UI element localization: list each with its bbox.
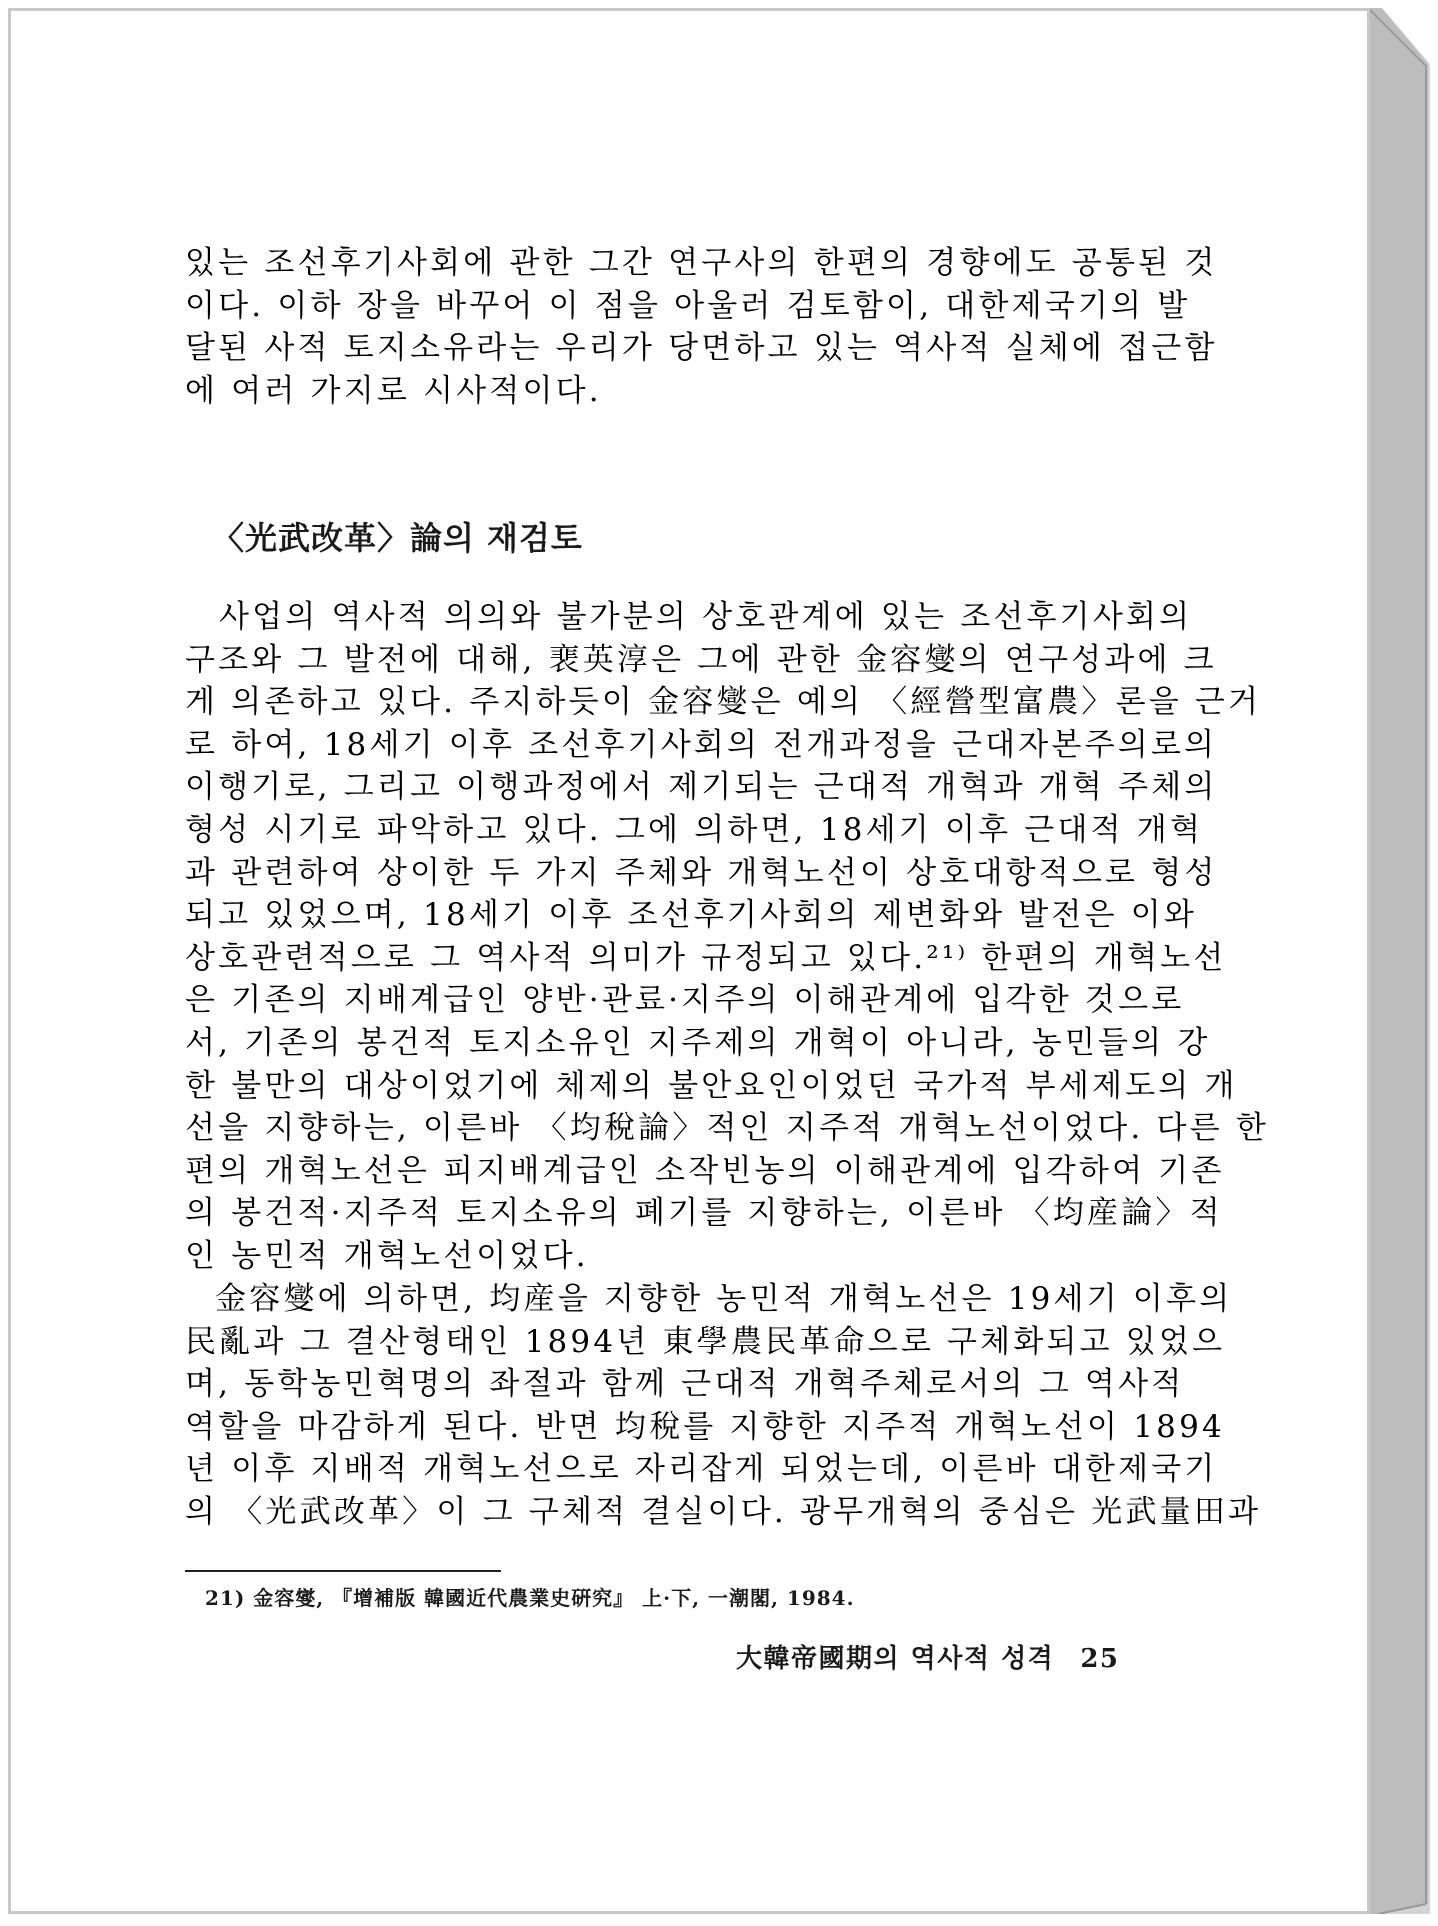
paragraph	[185, 242, 1218, 412]
text-line: 편의 개혁노선은 피지배계급인 소작빈농의 이해관계에 입각하여 기존	[185, 1152, 1225, 1189]
text-line: 이다. 이하 장을 바꾸어 이 점을 아울러 검토함이, 대한제국기의 발	[185, 287, 1191, 324]
text-line: 의 봉건적·지주적 토지소유의 폐기를 지향하는, 이른바 〈均産論〉적	[185, 1195, 1223, 1232]
text-line: 달된 사적 토지소유라는 우리가 당면하고 있는 역사적 실체에 접근함	[185, 330, 1218, 367]
text-line: 사업의 역사적 의의와 불가분의 상호관계에 있는 조선후기사회의	[219, 599, 1193, 635]
text-line: 게 의존하고 있다. 주지하듯이 金容燮은 예의 〈經營型富農〉론을 근거	[185, 684, 1262, 721]
text-line: 선을 지향하는, 이른바 〈均稅論〉적인 지주적 개혁노선이었다. 다른 한	[185, 1110, 1269, 1147]
text-line: 金容燮에 의하면, 均産을 지향한 농민적 개혁노선은 19세기 이후의	[215, 1281, 1233, 1317]
text-line: 한 불만의 대상이었기에 체제의 불안요인이었던 국가적 부세제도의 개	[185, 1067, 1238, 1104]
text-line: 民亂과 그 결산형태인 1894년 東學農民革命으로 구체화되고 있었으	[185, 1323, 1226, 1360]
main-paragraph-2	[185, 1278, 1262, 1534]
text-line: 이행기로, 그리고 이행과정에서 제기되는 근대적 개혁과 개혁 주체의	[185, 769, 1218, 806]
text-line: 역할을 마감하게 된다. 반면 均稅를 지향한 지주적 개혁노선이 1894	[185, 1408, 1225, 1445]
text-line: 서, 기존의 봉건적 토지소유인 지주제의 개혁이 아니라, 농민들의 강	[185, 1024, 1211, 1061]
page-edge-decoration	[1368, 8, 1430, 1914]
main-paragraph-1	[185, 596, 1269, 1278]
text-line: 되고 있었으며, 18세기 이후 조선후기사회의 제변화와 발전은 이와	[185, 897, 1198, 934]
text-line: 년 이후 지배적 개혁노선으로 자리잡게 되었는데, 이른바 대한제국기	[185, 1451, 1218, 1488]
text-line: 며, 동학농민혁명의 좌절과 함께 근대적 개혁주체로서의 그 역사적	[185, 1366, 1185, 1403]
text-line: 과 관련하여 상이한 두 가지 주체와 개혁노선이 상호대항적으로 형성	[185, 854, 1218, 891]
text-line: 인 농민적 개혁노선이었다.	[185, 1237, 589, 1274]
text-line: 구조와 그 발전에 대해, 裵英淳은 그에 관한 金容燮의 연구성과에 크	[185, 641, 1217, 678]
running-footer-title: 大韓帝國期의 역사적 성격	[736, 1644, 1055, 1674]
paragraph	[185, 596, 1269, 1278]
text-line: 에 여러 가지로 시사적이다.	[185, 372, 602, 409]
text-line: 상호관련적으로 그 역사적 의미가 규정되고 있다.²¹⁾ 한편의 개혁노선	[185, 939, 1227, 976]
text-line: 은 기존의 지배계급인 양반·관료·지주의 이해관계에 입각한 것으로	[185, 982, 1185, 1019]
text-line: 의 〈光武改革〉이 그 구체적 결실이다. 광무개혁의 중심은 光武量田과	[185, 1493, 1262, 1530]
text-line: 형성 시기로 파악하고 있다. 그에 의하면, 18세기 이후 근대적 개혁	[185, 811, 1204, 848]
paragraph	[185, 1278, 1262, 1534]
text-line: 있는 조선후기사회에 관한 그간 연구사의 한편의 경향에도 공통된 것	[185, 245, 1218, 281]
section-heading: 〈光武改革〉論의 재검토	[212, 519, 583, 557]
top-paragraph	[185, 242, 1218, 412]
footnote-divider	[185, 1570, 501, 1572]
text-line: 로 하여, 18세기 이후 조선후기사회의 전개과정을 근대자본주의로의	[185, 726, 1218, 763]
footnote: 21) 金容燮, 『增補版 韓國近代農業史硏究』 上·下, 一潮閣, 1984.	[205, 1586, 855, 1610]
running-footer	[736, 1638, 1120, 1675]
page-number: 25	[1080, 1644, 1120, 1674]
